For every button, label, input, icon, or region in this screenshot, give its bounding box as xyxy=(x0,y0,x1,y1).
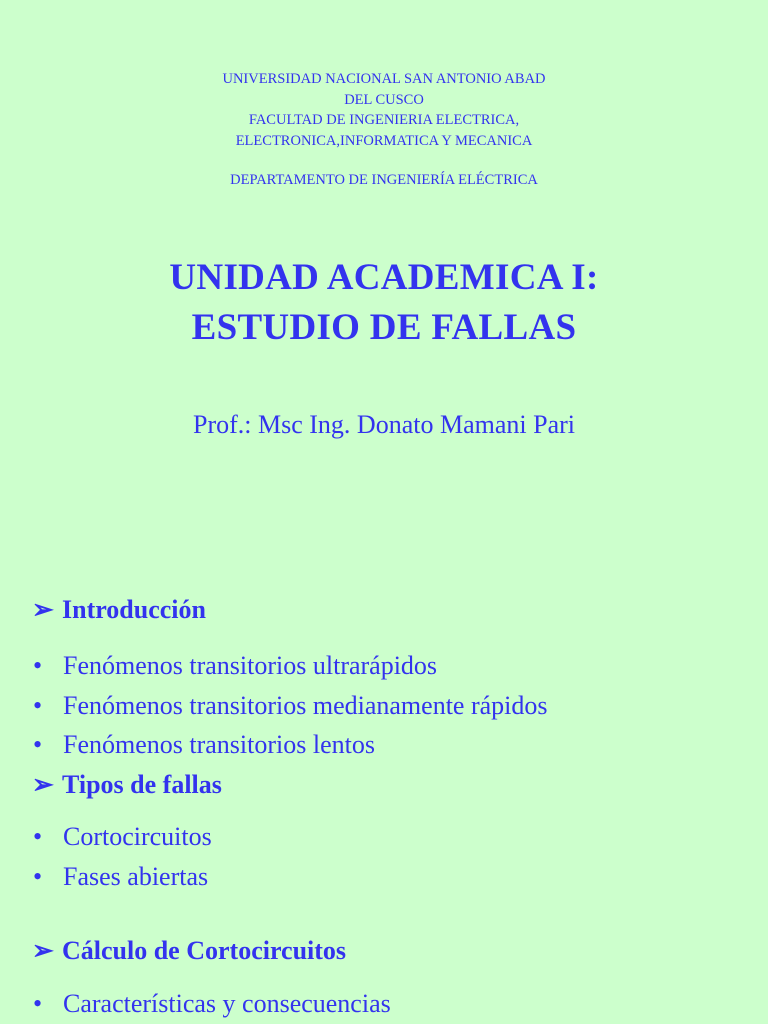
arrow-bullet-icon: ➢ xyxy=(32,936,54,965)
list-item-label: Fenómenos transitorios lentos xyxy=(63,730,375,759)
faculty-name: FACULTAD DE INGENIERIA ELECTRICA, xyxy=(248,112,520,128)
institution-header xyxy=(0,69,768,191)
university-city: DEL CUSCO xyxy=(344,91,424,108)
list-item-label: Fases abiertas xyxy=(63,862,209,891)
header-spacer xyxy=(0,151,768,170)
bullet-icon: • xyxy=(33,651,43,680)
list-item-label: Fenómenos transitorios ultrarápidos xyxy=(63,651,438,680)
section-heading xyxy=(32,934,346,968)
list-item xyxy=(32,860,208,894)
bullet-icon: • xyxy=(33,730,43,759)
list-item xyxy=(32,689,548,723)
list-item-label: Cortocircuitos xyxy=(63,822,212,851)
title-line-1: UNIDAD ACADEMICA I: xyxy=(169,257,599,298)
list-item-label: Características y consecuencias xyxy=(63,989,391,1018)
professor-name: Prof.: Msc Ing. Donato Mamani Pari xyxy=(192,410,575,439)
bullet-icon: • xyxy=(33,822,43,851)
title-line-2: ESTUDIO DE FALLAS xyxy=(191,307,577,348)
section-heading-label: Cálculo de Cortocircuitos xyxy=(62,936,347,965)
list-item xyxy=(32,987,391,1021)
bullet-icon: • xyxy=(33,862,43,891)
section-heading xyxy=(32,768,222,802)
faculty-name-cont: ELECTRONICA,INFORMATICA Y MECANICA xyxy=(235,132,533,149)
arrow-bullet-icon: ➢ xyxy=(32,595,54,624)
section-heading xyxy=(32,593,206,627)
list-item xyxy=(32,820,212,854)
section-heading-label: Introducción xyxy=(62,595,206,624)
university-name: UNIVERSIDAD NACIONAL SAN ANTONIO ABAD xyxy=(222,71,546,87)
section-heading-label: Tipos de fallas xyxy=(62,770,222,799)
list-item xyxy=(32,728,375,762)
list-item xyxy=(32,649,437,683)
bullet-icon: • xyxy=(33,989,43,1018)
arrow-bullet-icon: ➢ xyxy=(32,770,54,799)
bullet-icon: • xyxy=(33,691,43,720)
department-name: DEPARTAMENTO DE INGENIERÍA ELÉCTRICA xyxy=(230,172,538,188)
page-title xyxy=(0,253,768,353)
list-item-label: Fenómenos transitorios medianamente rápidos xyxy=(63,691,548,720)
